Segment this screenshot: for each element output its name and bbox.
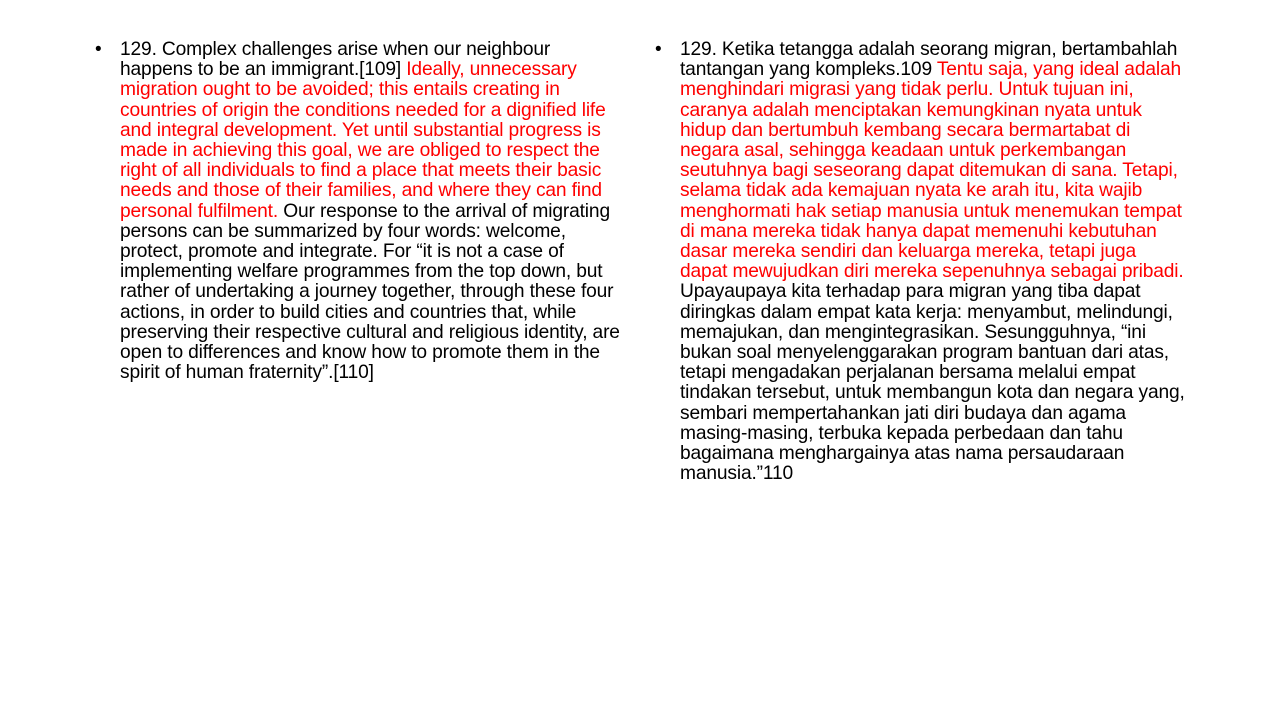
indonesian-column bbox=[680, 40, 1185, 484]
indonesian-intro-text: 129. Ketika tetangga adalah seorang migran, bertambahlah tantangan yang kompleks.109 bbox=[680, 39, 1178, 81]
indonesian-paragraph-129 bbox=[680, 40, 1185, 484]
english-intro-text: 129. Complex challenges arise when our neighbour happens to be an immigrant.[109] bbox=[120, 39, 551, 81]
english-highlighted-text: Ideally, unnecessary migration ought to be avoided; this entails creating in countries of origin the conditions needed for a dignified life and integral development. Yet until substantial progress is made in achieving this goal, we are obliged to respect the right of all individuals to find a place that meets their basic needs and those of their families, and where they can find personal fulfilment. bbox=[120, 59, 606, 222]
indonesian-highlighted-text: Tentu saja, yang ideal adalah menghindari migrasi yang tidak perlu. Untuk tujuan ini, caranya adalah menciptakan kemungkinan nyata untuk hidup dan bertumbuh kembang secara bermartabat di negara asal, sehingga keadaan untuk perkembangan seutuhnya bagi seseorang dapat ditemukan di sana. Tetapi, selama tidak ada kemajuan nyata ke arah itu, kita wajib menghormati hak setiap manusia untuk menemukan tempat di mana mereka tidak hanya dapat memenuhi kebutuhan dasar mereka sendiri dan keluarga mereka, tetapi juga dapat mewujudkan diri mereka sepenuhnya sebagai pribadi. bbox=[680, 59, 1184, 283]
english-paragraph-129 bbox=[120, 40, 625, 383]
english-column bbox=[120, 40, 625, 383]
english-closing-text: Our response to the arrival of migrating persons can be summarized by four words: welcome, protect, promote and integrate. For “it is not a case of implementing welfare programmes from the top down, but rather of undertaking a journey together, through these four actions, in order to build cities and countries that, while preserving their respective cultural and religious identity, are open to differences and know how to promote them in the spirit of human fraternity”.[110] bbox=[120, 200, 620, 384]
indonesian-closing-text: Upayaupaya kita terhadap para migran yang tiba dapat diringkas dalam empat kata kerja: menyambut, melindungi, memajukan, dan mengintegrasikan. Sesungguhnya, “ini bukan soal menyelenggarakan program bantuan dari atas, tetapi mengadakan perjalanan bersama melalui empat tindakan tersebut, untuk membangun kota dan negara yang, sembari mempertahankan jati diri budaya dan agama masing-masing, terbuka kepada perbedaan dan tahu bagaimana menghargainya atas nama persaudaraan manusia.”110 bbox=[680, 281, 1185, 485]
